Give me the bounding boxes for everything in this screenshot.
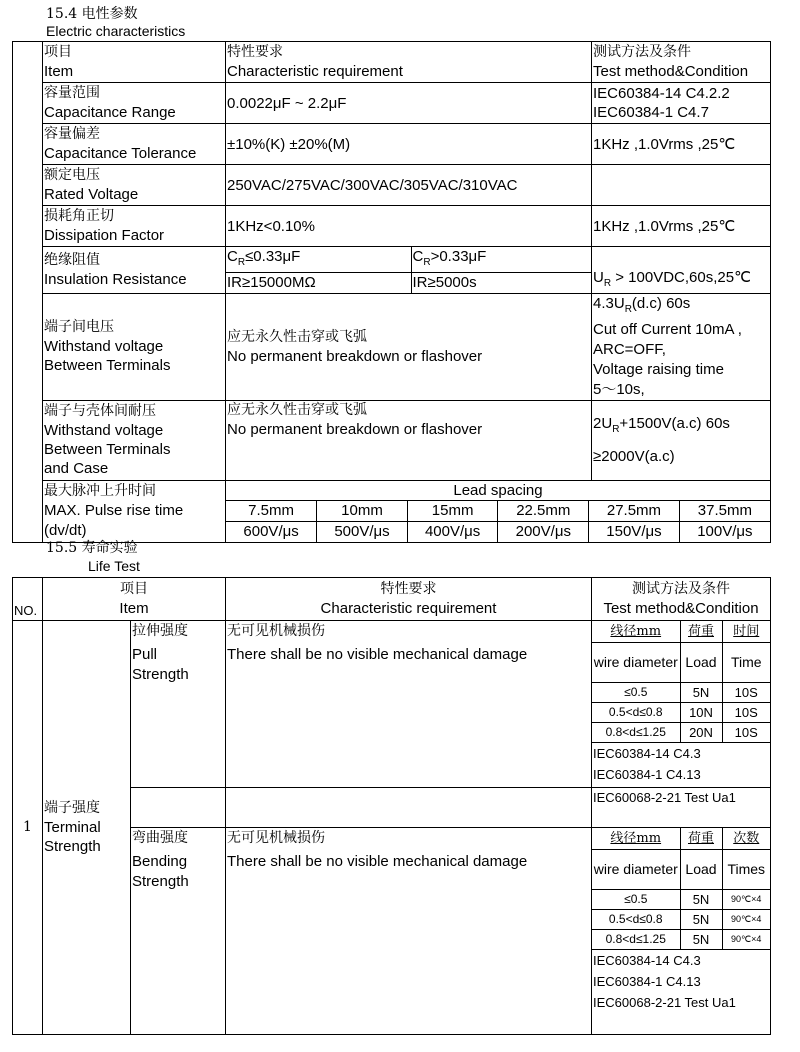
empty-cell (592, 165, 771, 206)
row-label-en: Withstand voltage (44, 338, 164, 355)
lead-spacing-row (226, 500, 770, 521)
table-row (592, 722, 770, 742)
row-label-cn: 端子间电压 (44, 319, 114, 335)
electric-characteristics-table (12, 41, 771, 543)
row-label-en: Terminal (44, 819, 101, 836)
lead-spacing-value: 37.5mm (679, 500, 770, 521)
section-15-5-title-cn: 15.5 寿命实验 (46, 540, 138, 556)
table-cell: 5N (680, 682, 722, 702)
row-label-en: MAX. Pulse rise time (44, 502, 184, 520)
sub-item-en: Strength (132, 666, 189, 683)
header-item-en: Item (44, 63, 74, 80)
requirement-en: There shall be no visible mechanical damage (227, 853, 528, 870)
requirement-cn: 应无永久性击穿或飞弧 (227, 328, 367, 345)
row-label-cn: 额定电压 (44, 167, 100, 183)
section-15-5-subtitle (88, 557, 140, 575)
dvdt-row (226, 521, 770, 542)
table-row (13, 400, 771, 480)
test-condition: 2U (593, 415, 613, 432)
table-header-row (13, 42, 771, 83)
table-cell: 0.8<d≤1.25 (592, 722, 680, 742)
cr-condition: >0.33μF (430, 248, 487, 265)
sub-item-cn: 拉伸强度 (132, 623, 188, 639)
requirement-cn: 应无永久性击穿或飞弧 (227, 401, 367, 418)
dvdt-value: 500V/μs (317, 521, 408, 542)
test-condition: +1500V(a.c) 60s (619, 415, 730, 432)
header-test (592, 42, 771, 83)
row-label-en: Capacitance Tolerance (44, 145, 197, 162)
ur-subscript: R (624, 303, 632, 315)
table-row (592, 702, 770, 722)
col-subheader: wire diameter (592, 642, 680, 682)
col-subheader: Load (680, 849, 722, 889)
dvdt-value: 600V/μs (226, 521, 317, 542)
cr-subscript: R (237, 257, 246, 268)
requirement-en: There shall be no visible mechanical damage (227, 646, 528, 663)
cr-symbol: C (412, 248, 424, 265)
col-header: 荷重 (680, 828, 722, 849)
capacitance-tolerance-value: ±10%(K) ±20%(M) (226, 124, 592, 165)
row-label-cn: 端子强度 (44, 800, 100, 816)
col-subheader: Load (680, 642, 722, 682)
header-test-en: Test method&Condition (593, 63, 749, 80)
table-row (13, 247, 771, 294)
header-test-cn: 测试方法及条件 (632, 581, 730, 597)
row-label-en: and Case (44, 460, 109, 477)
test-condition: (d.c) 60s (631, 294, 691, 312)
col-header: 线径mm (592, 828, 680, 849)
header-requirement (226, 42, 592, 83)
col-header: 时间 (722, 621, 770, 642)
row-number: 1 (13, 621, 43, 1035)
table-row (13, 124, 771, 165)
requirement-en: No permanent breakdown or flashover (227, 420, 483, 438)
test-condition: ≥2000V(a.c) (593, 448, 675, 465)
insulation-resistance-cell (226, 247, 592, 294)
header-test-en: Test method&Condition (603, 600, 759, 617)
col-subheader: wire diameter (592, 849, 680, 889)
row-label-cn: 容量偏差 (44, 126, 100, 142)
lead-spacing-value: 10mm (317, 500, 408, 521)
table-row (592, 889, 770, 909)
row-label-cn: 损耗角正切 (44, 208, 114, 224)
requirement-en: No permanent breakdown or flashover (227, 347, 483, 365)
standard-ref: IEC60068-2-21 Test Ua1 (592, 788, 771, 828)
ur-subscript: R (612, 424, 620, 435)
section-15-5-title (46, 538, 138, 557)
rated-voltage-value: 250VAC/275VAC/300VAC/305VAC/310VAC (226, 165, 592, 206)
bending-test-cell (592, 828, 771, 1035)
dvdt-value: 400V/μs (407, 521, 498, 542)
capacitance-range-value: 0.0022μF ~ 2.2μF (226, 83, 592, 124)
col-header: 荷重 (680, 621, 722, 642)
table-cell: 0.8<d≤1.25 (592, 929, 680, 949)
pulse-rise-cell (226, 480, 771, 543)
requirement-cn: 无可见机械损伤 (227, 830, 325, 846)
test-condition: 1KHz ,1.0Vrms ,25℃ (592, 206, 771, 247)
left-margin-cell (13, 42, 43, 543)
requirement-cn: 无可见机械损伤 (227, 623, 325, 639)
table-row (592, 682, 770, 702)
empty-cell (226, 788, 592, 828)
row-label-en: Capacitance Range (44, 104, 176, 121)
header-req-en: Characteristic requirement (227, 63, 403, 80)
table-cell: 10S (722, 702, 770, 722)
row-label-cn: 绝缘阻值 (44, 251, 100, 268)
table-cell: 10N (680, 702, 722, 722)
cr-condition: ≤0.33μF (245, 248, 301, 265)
ur-symbol: U (593, 268, 604, 286)
standard-ref: IEC60068-2-21 Test Ua1 (593, 994, 736, 1010)
empty-cell (131, 788, 226, 828)
test-condition: 4.3U (593, 294, 625, 312)
header-item (43, 42, 226, 83)
test-condition: > 100VDC,60s,25℃ (611, 268, 751, 286)
test-condition: ARC=OFF, (593, 340, 666, 358)
bending-test-subtable (592, 828, 770, 1013)
header-req-en: Characteristic requirement (320, 600, 497, 617)
header-req-cn: 特性要求 (227, 44, 283, 60)
standard-ref: IEC60384-14 C4.3 (593, 745, 701, 761)
section-15-4-title (46, 4, 138, 23)
ir-value: IR≥5000s (411, 273, 591, 293)
test-condition: IEC60384-14 C4.2.2 (593, 85, 730, 102)
cr-symbol: C (227, 248, 238, 265)
table-row (13, 206, 771, 247)
header-item-en: Item (119, 600, 149, 617)
table-cell: 20N (680, 722, 722, 742)
standard-ref: IEC60384-1 C4.13 (593, 973, 701, 989)
header-item-cn: 项目 (120, 581, 148, 597)
header-test-cn: 测试方法及条件 (593, 44, 691, 60)
lead-spacing-value: 27.5mm (589, 500, 680, 521)
pull-test-cell (592, 621, 771, 788)
test-condition: IEC60384-1 C4.7 (593, 104, 709, 121)
table-cell: ≤0.5 (592, 682, 680, 702)
table-cell: ≤0.5 (592, 889, 680, 909)
bending-rows (592, 889, 770, 949)
dissipation-factor-value: 1KHz<0.10% (226, 206, 592, 247)
cr-subscript: R (423, 257, 431, 268)
row-label-en: Dissipation Factor (44, 227, 165, 244)
table-cell: 10S (722, 682, 770, 702)
test-condition: Cut off Current 10mA , (593, 320, 742, 338)
sub-item-cn: 弯曲强度 (132, 830, 188, 846)
table-header-row (13, 578, 771, 621)
header-req-cn: 特性要求 (380, 581, 437, 597)
dvdt-value: 200V/μs (498, 521, 589, 542)
table-row (13, 165, 771, 206)
row-label-en: Between Terminals (44, 441, 171, 458)
table-cell: 90℃×4 (722, 889, 770, 909)
table-row (592, 909, 770, 929)
sub-item-en: Pull (132, 646, 158, 663)
sub-item-en: Bending (132, 853, 188, 870)
table-cell: 90℃×4 (722, 929, 770, 949)
lead-spacing-value: 22.5mm (498, 500, 589, 521)
pull-rows (592, 682, 770, 742)
table-cell: 0.5<d≤0.8 (592, 702, 680, 722)
row-label-en: Between Terminals (44, 357, 171, 374)
test-condition: 5～10s, (593, 380, 645, 398)
pull-test-subtable (592, 621, 770, 785)
lead-spacing-value: 7.5mm (226, 500, 317, 521)
row-label-en: Withstand voltage (44, 422, 164, 439)
table-row (13, 480, 771, 543)
header-item-cn: 项目 (44, 44, 72, 60)
col-subheader: Times (722, 849, 770, 889)
row-label-en: (dv/dt) (44, 522, 87, 540)
life-test-table (12, 577, 771, 1035)
table-cell: 5N (680, 909, 722, 929)
section-15-4-title-en: Electric characteristics (46, 23, 186, 39)
col-header: 线径mm (592, 621, 680, 642)
row-label-cn: 最大脉冲上升时间 (44, 483, 156, 500)
pulse-rise-subtable (226, 481, 770, 543)
row-label-en: Rated Voltage (44, 186, 139, 203)
dvdt-value: 100V/μs (679, 521, 770, 542)
col-subheader: Time (722, 642, 770, 682)
section-15-4-title-cn: 15.4 电性参数 (46, 6, 138, 22)
table-cell: 10S (722, 722, 770, 742)
table-cell: 5N (680, 889, 722, 909)
standard-ref: IEC60384-1 C4.13 (593, 766, 701, 782)
dvdt-value: 150V/μs (589, 521, 680, 542)
table-row (13, 83, 771, 124)
table-row (13, 293, 771, 400)
ir-value: IR≥15000MΩ (226, 273, 411, 293)
col-header: 次数 (722, 828, 770, 849)
row-label-en: Strength (44, 838, 101, 855)
table-row (13, 621, 771, 788)
test-condition: Voltage raising time (593, 360, 724, 378)
section-15-5-title-en: Life Test (88, 558, 140, 574)
table-row (592, 929, 770, 949)
lead-spacing-label: Lead spacing (226, 481, 770, 501)
ur-subscript: R (603, 277, 612, 289)
table-cell: 5N (680, 929, 722, 949)
standard-ref: IEC60384-14 C4.3 (593, 952, 701, 968)
test-condition: 1KHz ,1.0Vrms ,25℃ (592, 124, 771, 165)
table-cell: 0.5<d≤0.8 (592, 909, 680, 929)
lead-spacing-value: 15mm (407, 500, 498, 521)
insulation-subtable (226, 247, 591, 293)
row-label-en: Insulation Resistance (44, 270, 187, 288)
row-label-cn: 容量范围 (44, 85, 100, 101)
header-no: NO. (13, 578, 43, 621)
sub-item-en: Strength (132, 873, 189, 890)
section-15-4-subtitle (46, 22, 185, 40)
table-cell: 90℃×4 (722, 909, 770, 929)
row-label-cn: 端子与壳体间耐压 (44, 403, 156, 419)
